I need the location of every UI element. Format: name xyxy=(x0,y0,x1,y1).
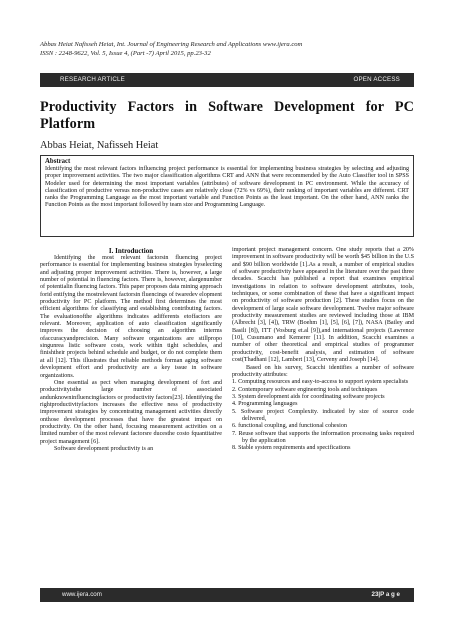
footer-url: www.ijera.com xyxy=(62,591,102,598)
journal-issn-line: ISSN : 2248-9622, Vol. 5, Issue 4, (Part -7) April 2015, pp.23-32 xyxy=(40,50,211,57)
abstract-box xyxy=(40,155,414,237)
body-paragraph: important project management concern. One study reports that a 20% improvement in software productivity will be worth $45 billion in the U.S and $90 billion worldwide [1].As a result, a number of empirical studies of software productivity have appeared in the literature over the past three decades. Scacchi has published a report that examines empirical investigations in relation to software development attributes, tools, techniques, or some combination of these that have a significant impact on productivity of software production [2]. These studies focus on the development of large scale software development. Twelve major software productivity measurement studies are reviewed including those at IBM (Albrecht [3], [4]), TRW (Boehm [1], [5], [6], [7]), NASA (Bailey and Basili [8]), ITT (Vosburg et.al [9]),and international projects (Lawrence [10], Cusumano and Kemerer [11]. In addition, Scacchi examines a number of other theoretical and empirical studies of programmer productivity, cost-benefit analysis, and estimation of software cost(Thadhani [12], Lambert [13], Cerveny and Joseph [14]. xyxy=(232,247,414,364)
left-column xyxy=(40,247,222,453)
list-item: 2. Contemporary software engineering tools and techniques xyxy=(232,386,378,393)
list-item: 5. Software project Complexity. indicated by size of source code delivered, xyxy=(232,408,414,422)
paper-authors: Abbas Heiat, Nafisseh Heiat xyxy=(40,140,159,151)
paper-title: Productivity Factors in Software Development for PC Platform xyxy=(40,99,414,132)
body-paragraph: One essential as pect when managing development of fort and productivityisthe large number of associated andunknowninfluencingfactors or productivity factors[23]. Identifying the rightproductivityfactors increases the effective ness of productivity improvement strategies by concentrating management activities directly onthose development processes that have the greatest impact on productivity. On the other hand, focusing measurement activities on a limited number of the most relevant factorsre ducesthe costo fquantitative project management [6]. xyxy=(40,379,222,445)
body-paragraph: Identifying the most relevant factorsin fluencing project performance is essential for implementing business strategies byselecting and adjusting proper improvement activities. There is, however, a large number of potential in fluencing factors. There is, however, alargenumber of potentialin fluencing factors. This paper proposes data mining approach forid entifying the mostrelevant factorsin fluencings of twaredev elopment productivity for PC platform. The method first determines the most efficient algorithms for classifying and establishing contributing factors. The evaluationofthe algorithms indicates adifferents etoffactors are relevant. Moreover, application of auto classification significantly improves the decision of choosing an algorithm interms ofaccuracyandprecision. Many software organizations are stillpropo singunrea listic software costs, work within tight schedules, and finishtheir projects behind schedule and budget, or do not complete them at all [12]. This illustrates that reliable methods forman aging software development effort and productivity are a key issue in software organizations. xyxy=(40,255,222,379)
list-item: 4. Programming languages xyxy=(232,401,298,408)
productivity-attributes-list xyxy=(232,379,414,452)
list-item: 3. System development aids for coordinating software projects xyxy=(232,393,385,400)
page-footer xyxy=(40,588,414,602)
journal-header xyxy=(40,40,420,58)
body-paragraph: Software development productivity is an xyxy=(54,445,154,452)
list-item: 7. Reuse software that supports the information processing tasks required by the application xyxy=(232,430,414,444)
abstract-heading: Abstract xyxy=(45,158,71,165)
page-number: 23|P a g e xyxy=(371,591,400,598)
journal-citation-line: Abbas Heiat Nafisseh Heiat, Int. Journal of Engineering Research and Applications www.ijera.com xyxy=(40,41,303,48)
article-type-banner xyxy=(40,73,414,87)
section-heading-introduction: I. Introduction xyxy=(108,247,154,255)
right-column xyxy=(232,247,414,453)
abstract-text: Identifying the most relevant factors influencing project performance is essential for implementing business strategies by selecting and adjusting proper improvement activities. The two major classification algorithms CRT and ANN that were recommended by the Auto Classifier tool in SPSS Modeler used for determining the most important variables (attributes) of software development in PC environment. While the accuracy of classification of productive versus non-productive cases are relatively close (72% vs 69%), their ranking of important variables are different. CRT ranks the Programming Language as the most important variable and Function Points as the least important. On the other hand, ANN ranks the Function Points as the most important followed by team size and Programming Language. xyxy=(45,166,409,209)
list-item: 1. Computing resources and easy-to-access to support system specialists xyxy=(232,379,409,386)
open-access-label: OPEN ACCESS xyxy=(353,76,400,83)
list-item: 6. functional coupling, and functional cohesion xyxy=(232,423,347,430)
research-article-label: RESEARCH ARTICLE xyxy=(60,76,125,83)
body-paragraph: Based on his survey, Scacchi identifies a number of software productivity attributes: xyxy=(232,364,414,378)
list-item: 8. Stable system requirements and specifications xyxy=(232,445,351,452)
